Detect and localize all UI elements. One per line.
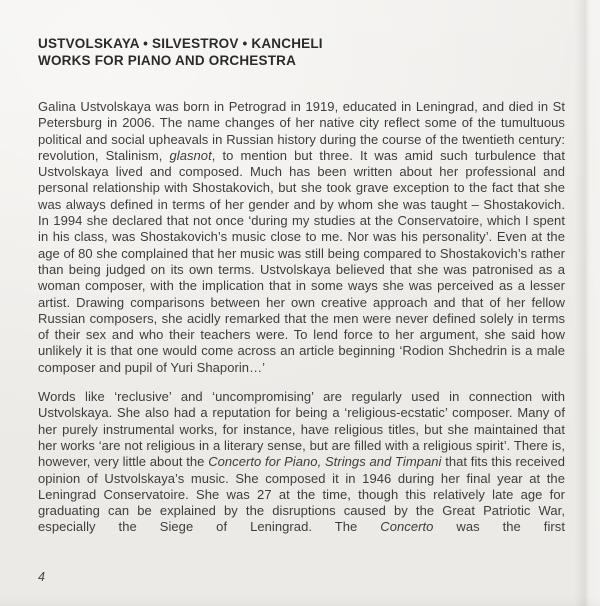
page-edge-shadow-bottom	[0, 596, 600, 606]
text-run: Words like ‘reclusive’ and ‘uncompromising’ are regularly used in connection with Ustvolskaya. She also had a reputation for being a ‘religious-ecstatic’ composer. Many of her purely instrumental works, for instance, have religious titles, but she maintained that her works ‘are not religious in a literary sense, but are filled with a religious spirit’. There is, however, very little about the	[38, 389, 565, 470]
text-run: was the first	[433, 519, 565, 535]
booklet-header	[38, 36, 568, 69]
text-run: Galina Ustvolskaya was born in Petrograd in 1919, educated in Leningrad, and died in St Petersburg in 2006. The name changes of her native city reflect some of the tumultuous political and social upheavals in Russian history during the course of the twentieth century: revolution, Stalinism,	[38, 99, 565, 163]
liner-notes-text	[38, 99, 565, 536]
text-run: that fits this received opinion of Ustvolskaya’s music. She composed it in 1946 during her final year at the Leningrad Conservatoire. She was 27 at the time, though this relatively late age for graduating can be explained by the disruptions caused by the Great Patriotic War, especially the Siege of Leningrad. The	[38, 454, 566, 535]
album-artists-line: USTVOLSKAYA • SILVESTROV • KANCHELI	[38, 36, 323, 51]
page-edge-shadow-right	[574, 0, 600, 606]
text-run: , to mention but three. It was amid such turbulence that Ustvolskaya lived and composed. Much has been written about her professional and personal relationship with Shostakovich, but she took grave exception to the fact that she was always defined in terms of her gender and by whom she was taught – Shostakovich. In 1994 she declared that not once ‘during my studies at the Conservatoire, which I spent in his class, was Shostakovich’s music close to me. Nor was his personality’. Even at the age of 80 she complained that her music was still being compared to Shostakovich’s rather than being judged on its own terms. Ustvolskaya believed that she was patronised as a woman composer, with the implication that in some ways she was perceived as a lesser artist. Drawing comparisons between her own creative approach and that of her fellow Russian composers, she acidly remarked that the men were never defined solely in terms of their sex and who their teachers were. To lend force to her argument, she said how unlikely it is that one would come across an article beginning ‘Rodion Shchedrin is a male composer and pupil of Yuri Shaporin…’	[38, 147, 565, 375]
paragraph-1	[38, 99, 565, 376]
album-title-line: WORKS FOR PIANO AND ORCHESTRA	[38, 52, 297, 68]
italic-text-run: glasnot	[169, 147, 212, 163]
italic-text-run: Concerto for Piano, Strings and Timpani	[208, 454, 442, 470]
page-number: 4	[38, 570, 45, 584]
italic-text-run: Concerto	[380, 519, 434, 535]
paragraph-2	[38, 389, 565, 536]
